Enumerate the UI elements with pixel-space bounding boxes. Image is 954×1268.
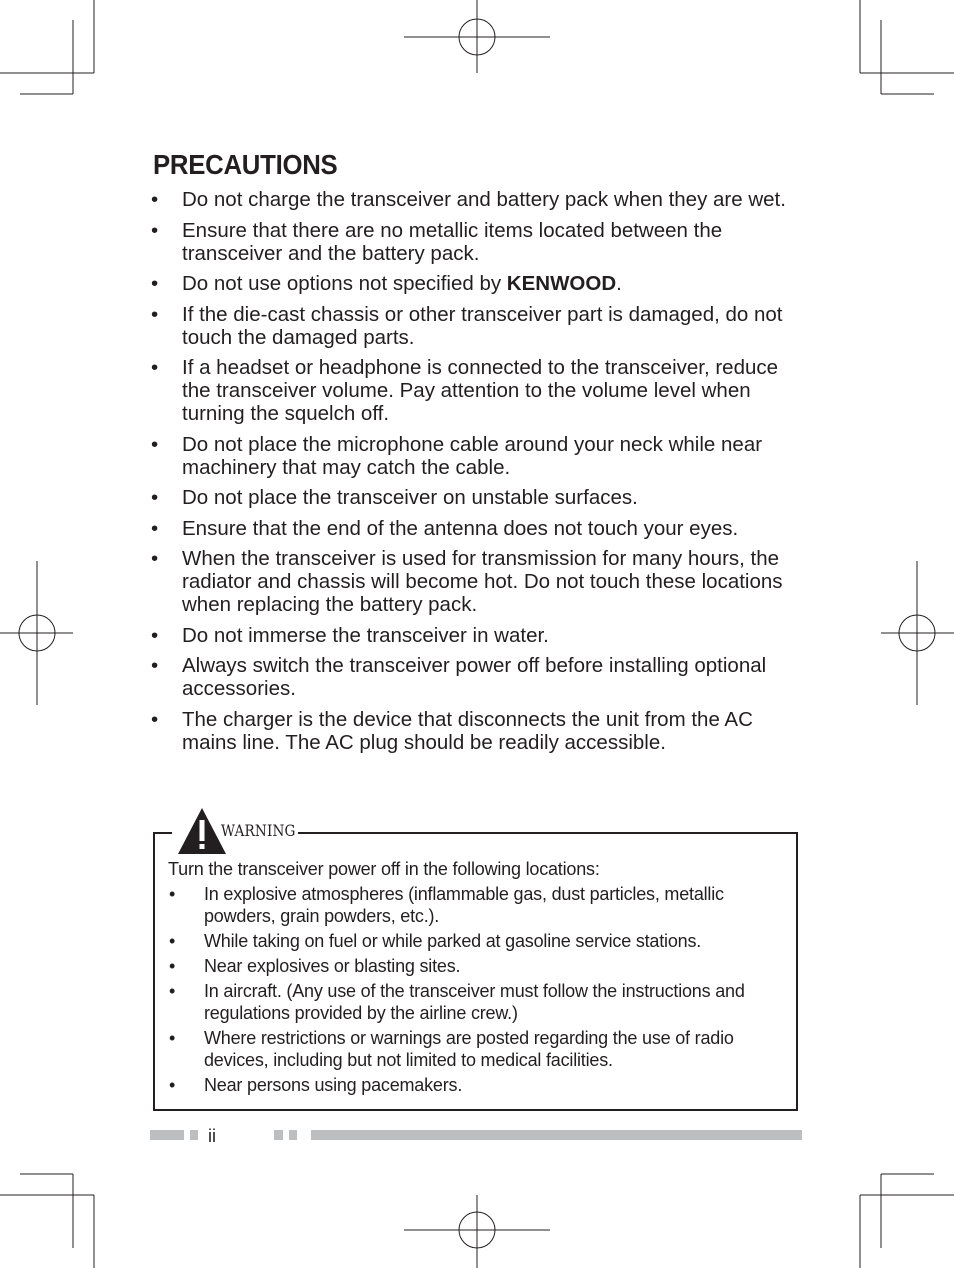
bullet: •: [151, 623, 159, 647]
bullet: •: [169, 1028, 176, 1048]
bullet: •: [151, 218, 159, 242]
list-item-text: Do not place the microphone cable around your neck while near machinery that may catch the cable.: [182, 432, 763, 479]
list-item: [150, 272, 810, 295]
list-item-text: Always switch the transceiver power off before installing optional accessories.: [182, 654, 767, 700]
warning-list: [168, 883, 793, 1099]
list-item-text: Do not use options not specified by: [182, 272, 507, 295]
list-item: [150, 188, 810, 211]
list-item: [150, 547, 810, 616]
list-item: [150, 219, 810, 265]
footer-bar-segment: [190, 1130, 198, 1140]
warning-item-text: Where restrictions or warnings are posted regarding the use of radio devices, including but not limited to medical facilities.: [204, 1028, 734, 1070]
warning-label: WARNING: [221, 821, 296, 840]
bullet: •: [151, 188, 159, 211]
warning-item: [168, 930, 793, 952]
list-item-text: When the transceiver is used for transmission for many hours, the radiator and chassis will become hot. Do not touch these locations when replacing the battery pack.: [182, 547, 783, 616]
bullet: •: [151, 707, 159, 731]
warning-intro: Turn the transceiver power off in the following locations:: [168, 859, 600, 879]
list-item: [150, 654, 810, 700]
list-item-text: Do not place the transceiver on unstable surfaces.: [182, 486, 638, 509]
warning-item-text: In explosive atmospheres (inflammable gas, dust particles, metallic powders, grain powders, etc.).: [204, 884, 724, 926]
page-title: PRECAUTIONS: [153, 149, 338, 180]
bullet: •: [151, 654, 159, 677]
warning-item: [168, 1074, 793, 1096]
list-item-text: The charger is the device that disconnects the unit from the AC mains line. The AC plug should be readily accessible.: [182, 707, 753, 754]
list-item-text: Do not charge the transceiver and battery pack when they are wet.: [182, 188, 786, 211]
bullet: •: [151, 516, 159, 540]
list-item-text: Ensure that the end of the antenna does not touch your eyes.: [182, 516, 739, 540]
footer-bar-segment: [274, 1130, 283, 1140]
footer-bar: [311, 1130, 802, 1140]
page-number: ii: [208, 1126, 216, 1146]
warning-item-text: While taking on fuel or while parked at gasoline service stations.: [204, 931, 702, 951]
bullet: •: [151, 302, 159, 326]
list-item-text: Ensure that there are no metallic items located between the transceiver and the battery pack.: [182, 218, 723, 265]
bullet: •: [169, 931, 176, 951]
list-item: [150, 517, 810, 540]
precautions-list: [150, 188, 810, 761]
warning-item-text: Near explosives or blasting sites.: [204, 956, 461, 976]
bullet: •: [151, 272, 159, 295]
bullet: •: [169, 884, 176, 904]
bullet: •: [169, 981, 176, 1001]
list-item-text: If the die-cast chassis or other transceiver part is damaged, do not touch the damaged parts.: [182, 302, 783, 349]
list-item: [150, 433, 810, 479]
warning-item-text: Near persons using pacemakers.: [204, 1075, 463, 1095]
footer-bar-segment: [150, 1130, 184, 1140]
warning-item: [168, 955, 793, 977]
warning-item: [168, 980, 793, 1024]
list-item: [150, 356, 810, 425]
bullet: •: [169, 1075, 176, 1095]
list-item-text: If a headset or headphone is connected to the transceiver, reduce the transceiver volume. Pay attention to the volume level when turning the squelch off.: [182, 356, 779, 425]
bullet: •: [151, 356, 159, 379]
page-footer: [0, 1126, 954, 1146]
list-item: [150, 708, 810, 754]
list-item: [150, 303, 810, 349]
list-item-text: Do not immerse the transceiver in water.: [182, 623, 549, 647]
bullet: •: [151, 547, 159, 570]
list-item: [150, 624, 810, 647]
warning-item: [168, 1027, 793, 1071]
warning-item-text: In aircraft. (Any use of the transceiver must follow the instructions and regulations provided by the airline crew.): [204, 981, 745, 1023]
footer-bar-segment: [289, 1130, 297, 1140]
warning-item: [168, 883, 793, 927]
brand-name: KENWOOD: [506, 272, 617, 295]
list-item-text-end: .: [616, 272, 622, 295]
bullet: •: [151, 486, 159, 509]
bullet: •: [151, 432, 159, 456]
list-item: [150, 486, 810, 509]
bullet: •: [169, 956, 176, 976]
